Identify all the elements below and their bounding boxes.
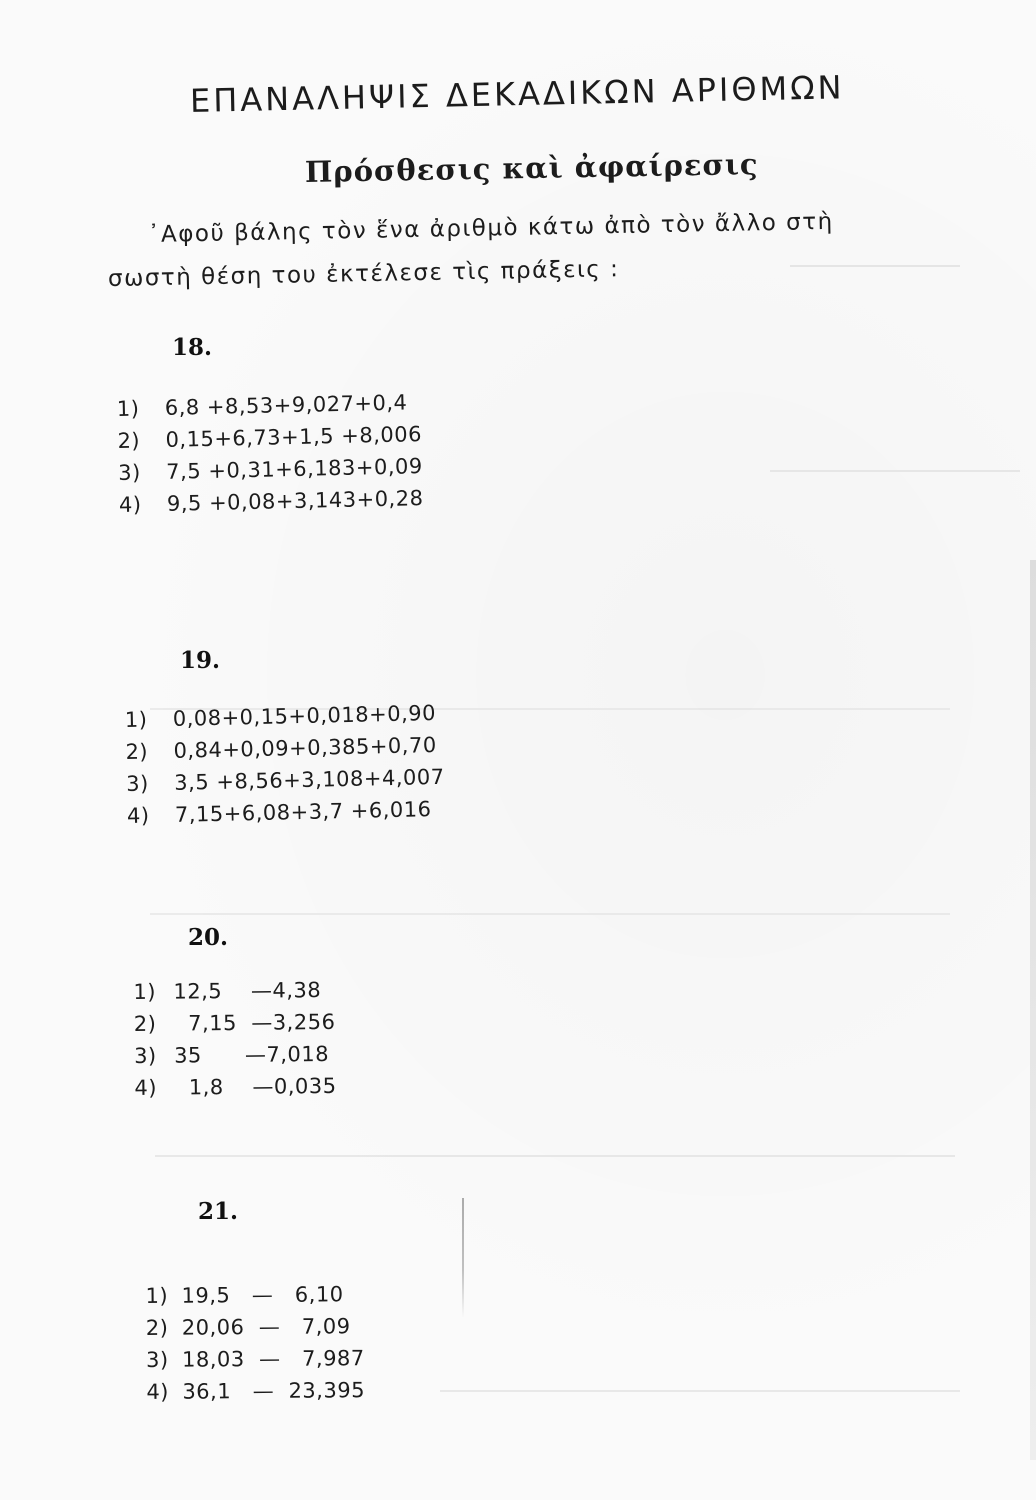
bleed-through-mark — [770, 440, 1020, 472]
row-index: 1) — [116, 396, 140, 422]
exercise-row — [127, 797, 446, 836]
row-index: 3) — [126, 771, 150, 796]
row-expression: 20,06 — 7,09 — [181, 1314, 351, 1340]
row-expression: 9,5 +0,08+3,143+0,28 — [166, 486, 424, 516]
row-expression: 0,08+0,15+0,018+0,90 — [172, 700, 437, 731]
row-index: 3) — [134, 1043, 157, 1068]
row-index: 2) — [125, 739, 149, 765]
row-index: 4) — [134, 1075, 158, 1100]
exercise-row — [134, 1010, 336, 1044]
exercise-row — [146, 1314, 365, 1348]
row-index: 4) — [126, 803, 150, 828]
row-expression: 18,03 — 7,987 — [181, 1346, 365, 1372]
row-expression: 6,8 +8,53+9,027+0,4 — [164, 390, 408, 420]
row-expression: 7,15+6,08+3,7 +6,016 — [174, 797, 432, 827]
exercise-row — [146, 1346, 365, 1380]
exercise-row — [134, 1042, 336, 1076]
row-expression: 7,15 —3,256 — [173, 1009, 336, 1036]
row-index: 4) — [118, 492, 142, 517]
row-expression: 0,15+6,73+1,5 +8,006 — [165, 422, 423, 452]
exercise-number: 19. — [180, 647, 221, 674]
row-expression: 1,8 —0,035 — [174, 1073, 337, 1100]
section-subtitle: Πρόσθεσις καὶ ἀφαίρεσις — [304, 147, 759, 189]
row-index: 3) — [146, 1347, 169, 1372]
row-index: 2) — [133, 1011, 157, 1037]
exercise-20 — [133, 978, 336, 1108]
bleed-through-mark — [440, 1362, 960, 1392]
row-expression: 36,1 — 23,395 — [182, 1378, 366, 1404]
row-index: 1) — [145, 1283, 169, 1309]
exercise-row — [133, 978, 335, 1012]
row-expression: 0,84+0,09+0,385+0,70 — [173, 732, 437, 763]
exercise-row — [134, 1074, 336, 1108]
row-index: 1) — [124, 707, 148, 733]
row-expression: 35 —7,018 — [173, 1041, 330, 1068]
page-title: ΕΠΑΝΑΛΗΨΙΣ ΔΕΚΑΔΙΚΩΝ ΑΡΙΘΜΩΝ — [189, 68, 845, 120]
row-index: 4) — [146, 1379, 170, 1404]
exercise-number: 18. — [172, 334, 213, 361]
pencil-stroke — [462, 1198, 464, 1318]
exercise-number: 20. — [188, 924, 229, 951]
exercise-18 — [117, 390, 424, 525]
row-index: 2) — [145, 1315, 169, 1341]
row-index: 1) — [133, 979, 157, 1005]
bleed-through-mark — [155, 1125, 955, 1157]
row-expression: 12,5 —4,38 — [173, 978, 322, 1004]
row-index: 3) — [118, 460, 142, 485]
row-expression: 7,5 +0,31+6,183+0,09 — [165, 454, 423, 484]
bleed-through-mark — [150, 885, 950, 915]
exercise-19 — [125, 701, 446, 836]
instruction-line-1: ᾽Αφοῦ βάλης τὸν ἕνα ἀριθμὸ κάτω ἀπὸ τὸν ἄλλο στὴ — [147, 208, 834, 248]
exercise-row — [145, 1282, 364, 1316]
exercise-row — [146, 1378, 365, 1412]
page-edge-shadow — [1030, 560, 1036, 1460]
exercise-row — [119, 486, 424, 525]
exercise-21 — [145, 1282, 365, 1412]
exercise-number: 21. — [198, 1198, 239, 1225]
bleed-through-mark — [790, 235, 960, 267]
row-expression: 19,5 — 6,10 — [181, 1282, 344, 1308]
instruction-line-2: σωστὴ θέση του ἐκτέλεσε τὶς πράξεις : — [107, 256, 620, 292]
row-index: 2) — [117, 428, 141, 454]
row-expression: 3,5 +8,56+3,108+4,007 — [173, 764, 445, 795]
